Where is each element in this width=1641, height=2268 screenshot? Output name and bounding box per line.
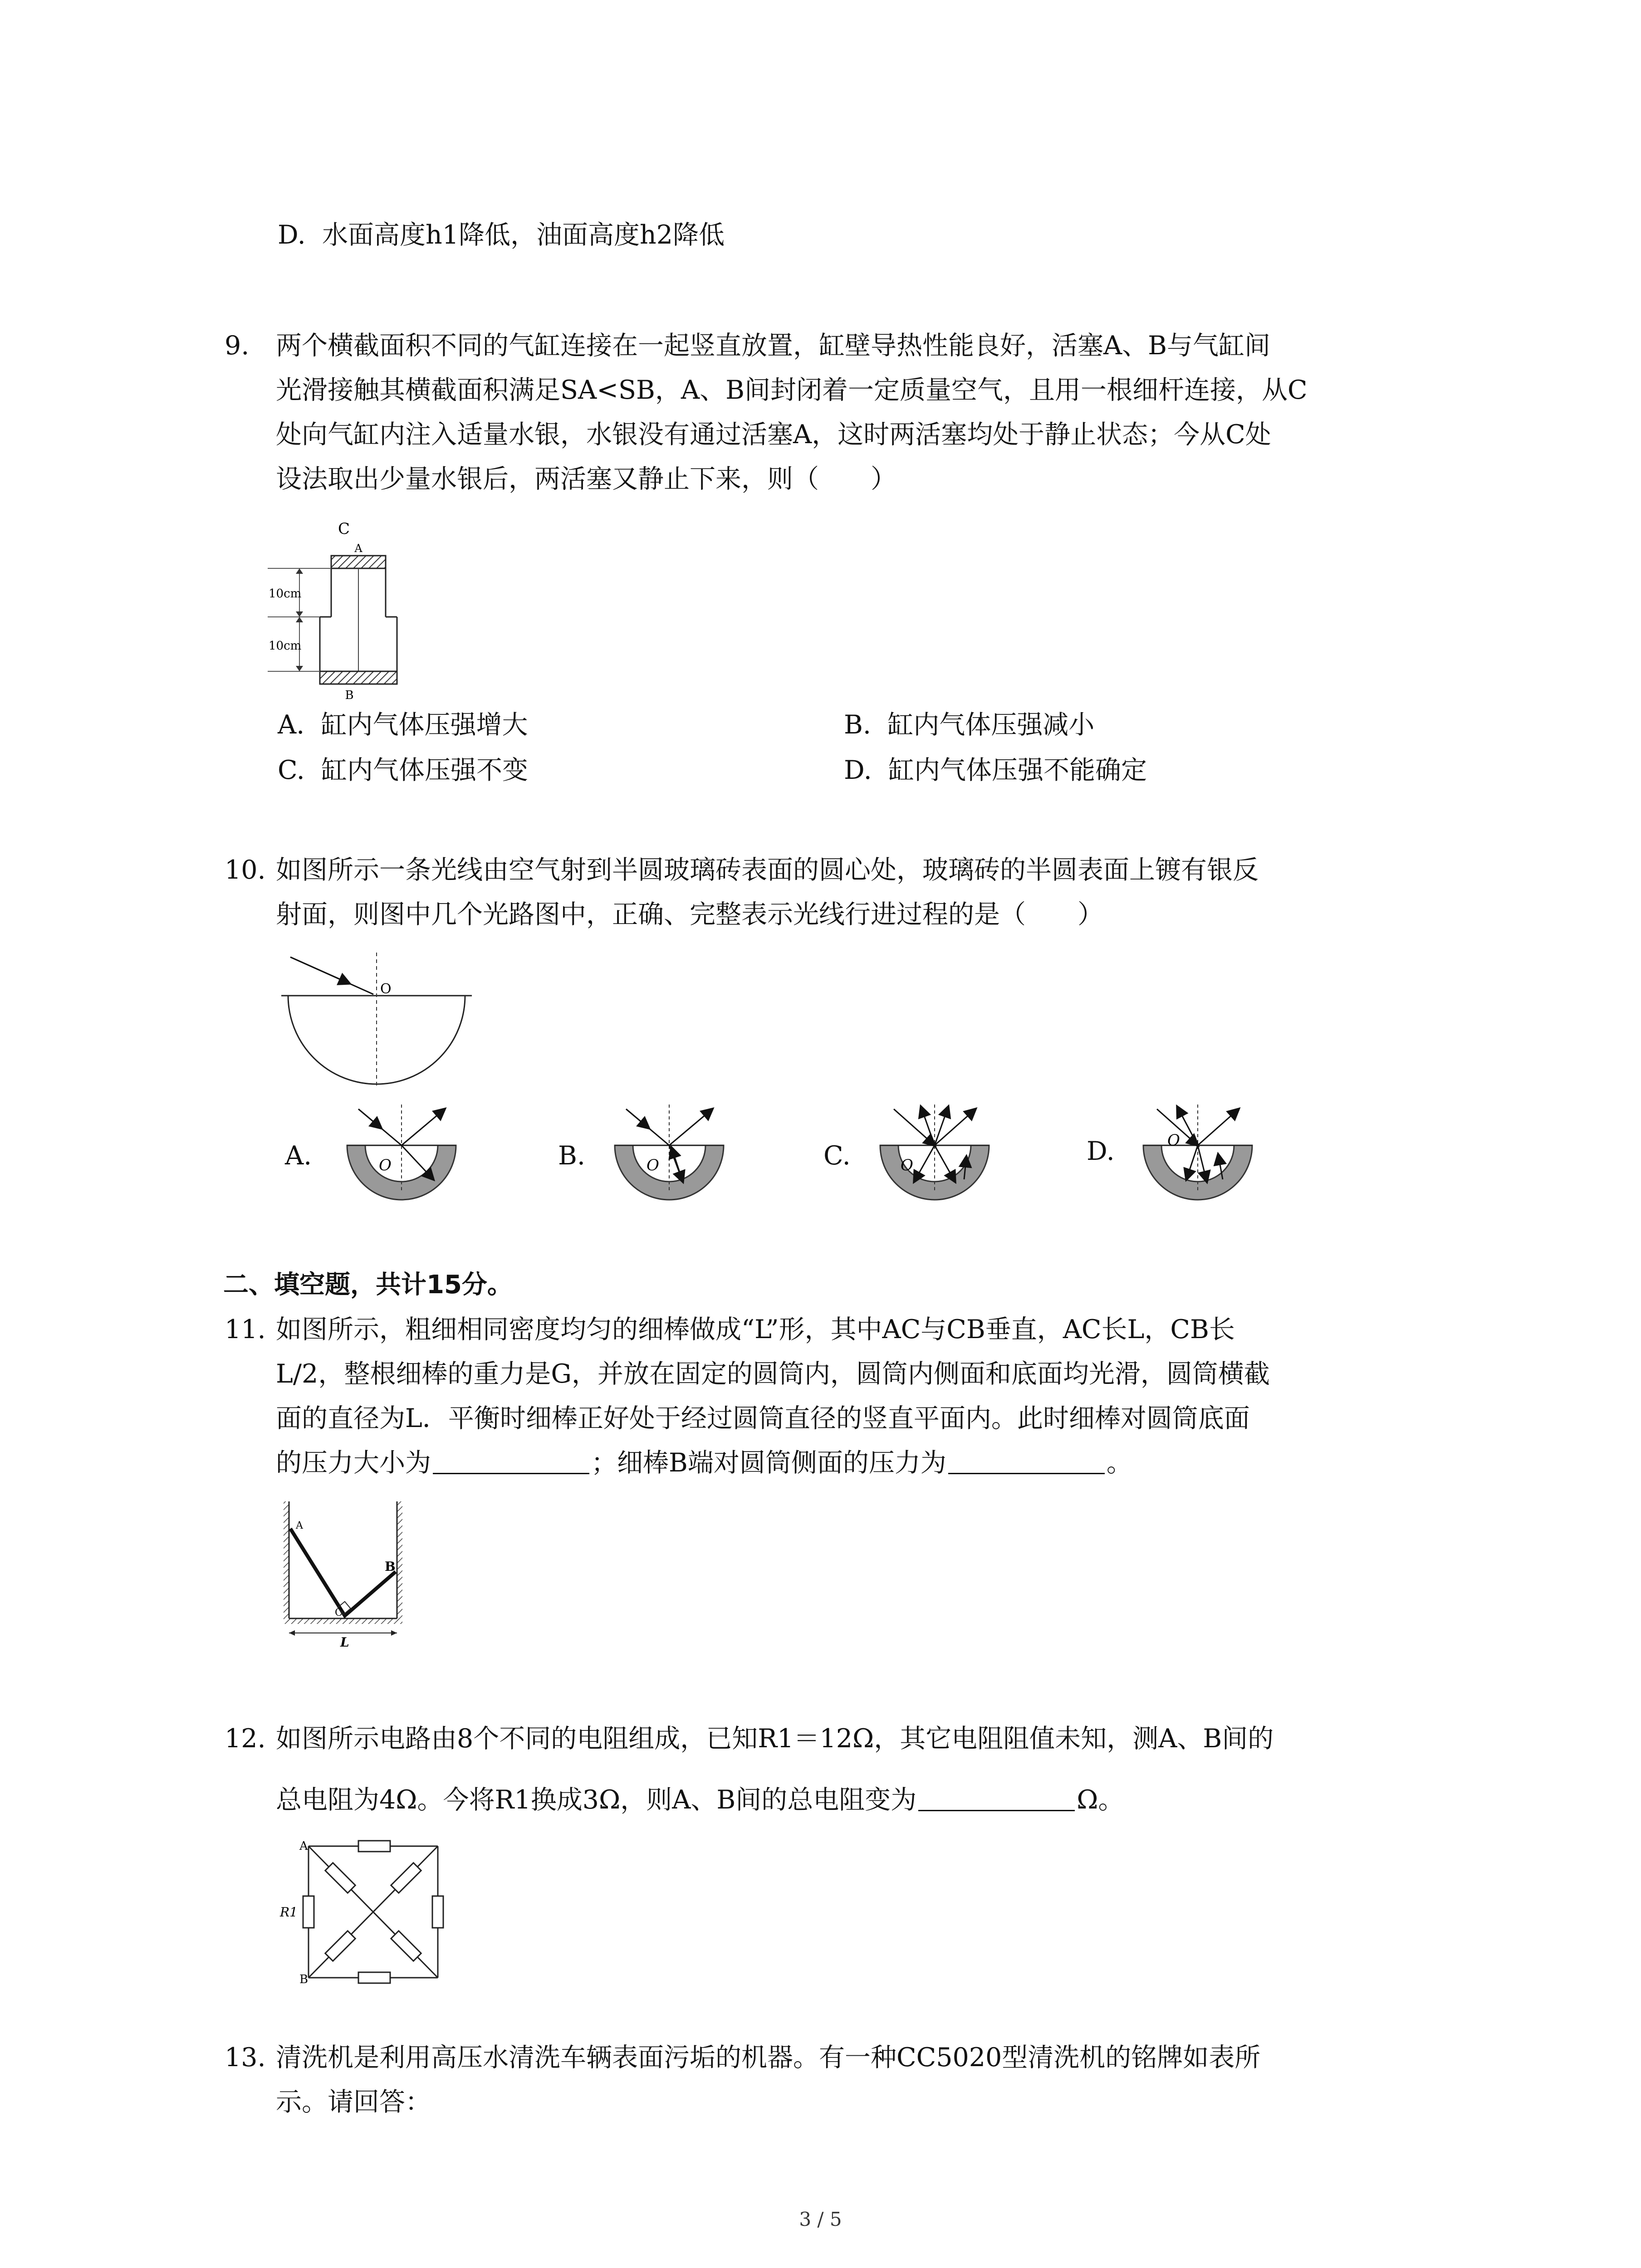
option-label: D.	[844, 755, 872, 785]
q11-rod-figure	[277, 1497, 413, 1651]
label-r1: R1	[280, 1905, 298, 1920]
q12-line-2	[276, 1787, 1124, 1813]
label-b: B	[345, 689, 354, 702]
option-text: 缸内气体压强不变	[321, 755, 528, 785]
option-label: A.	[278, 710, 305, 740]
q10-option-b-figure	[603, 1102, 735, 1202]
label-a: A	[299, 1839, 308, 1853]
center-label: O	[647, 1156, 659, 1174]
q9-line-3: 处向气缸内注入适量水银，水银没有通过活塞A，这时两活塞均处于静止状态；今从C处	[276, 420, 1271, 450]
label-c: C	[338, 520, 350, 538]
q12-number: 12.	[225, 1724, 266, 1754]
q9-option-a	[278, 712, 528, 738]
dim-1: 10cm	[269, 587, 302, 601]
q10-line-1: 如图所示一条光线由空气射到半圆玻璃砖表面的圆心处，玻璃砖的半圆表面上镀有银反	[276, 855, 1259, 885]
option-label: C.	[278, 755, 305, 785]
q11-line-4b: ；细棒B端对圆筒侧面的压力为	[591, 1448, 946, 1478]
q9-option-c	[278, 755, 528, 785]
q9-line-1: 两个横截面积不同的气缸连接在一起竖直放置，缸壁导热性能良好，活塞A、B与气缸间	[276, 331, 1271, 361]
q9-option-d	[844, 755, 1147, 785]
q11-line-4c: 。	[1106, 1448, 1132, 1478]
answer-blank-1[interactable]	[433, 1452, 589, 1474]
q9-line-4: 设法取出少量水银后，两活塞又静止下来，则（ ）	[276, 464, 896, 494]
q13-line-2: 示。请回答：	[276, 2087, 431, 2117]
section-title: 二、填空题，共计15分。	[223, 1270, 513, 1300]
q9-line-2: 光滑接触其横截面积满足SA<SB，A、B间封闭着一定质量空气，且用一根细杆连接，从C	[276, 375, 1308, 405]
q11-line-4a: 的压力大小为	[276, 1448, 431, 1478]
center-label: O	[1167, 1131, 1180, 1149]
q10-option-a-figure	[336, 1102, 467, 1202]
q10-line-2: 射面，则图中几个光路图中，正确、完整表示光线行进过程的是（ ）	[276, 899, 1103, 929]
center-label: O	[379, 1156, 392, 1174]
label-b: B	[299, 1973, 309, 1986]
q10-number: 10.	[225, 855, 266, 885]
label-c: C	[335, 1607, 343, 1618]
q10-option-a-label: A.	[285, 1141, 312, 1171]
center-label: O	[380, 981, 392, 997]
dim-2: 10cm	[269, 639, 302, 653]
q11-line-4	[276, 1450, 1132, 1476]
q12-circuit-figure	[256, 1837, 456, 1991]
q11-number: 11.	[225, 1315, 266, 1344]
option-text: 缸内气体压强增大	[321, 710, 528, 740]
option-text: 缸内气体压强减小	[887, 710, 1095, 740]
q10-option-d-figure	[1132, 1102, 1264, 1202]
q10-option-b-label: B.	[558, 1141, 586, 1171]
q11-line-2: L/2，整根细棒的重力是G，并放在固定的圆筒内，圆筒内侧面和底面均光滑，圆筒横截	[276, 1359, 1270, 1389]
option-label: B.	[844, 710, 872, 740]
q12-line-2a: 总电阻为4Ω。今将R1换成3Ω，则A、B间的总电阻变为	[276, 1785, 917, 1815]
option-label: D.	[278, 220, 306, 250]
label-b: B	[385, 1559, 396, 1574]
label-l: L	[340, 1635, 349, 1650]
q8-option-d	[278, 222, 725, 248]
q13-number: 13.	[225, 2043, 266, 2072]
q10-option-c-label: C.	[823, 1141, 851, 1171]
q13-line-1: 清洗机是利用高压水清洗车辆表面污垢的机器。有一种CC5020型清洗机的铭牌如表所	[276, 2043, 1261, 2072]
q9-cylinder-figure	[268, 515, 422, 714]
center-label: O	[901, 1156, 913, 1174]
q12-line-1: 如图所示电路由8个不同的电阻组成，已知R1＝12Ω，其它电阻阻值未知，测A、B间的	[276, 1724, 1274, 1754]
q11-line-3: 面的直径为L．平衡时细棒正好处于经过圆筒直径的竖直平面内。此时细棒对圆筒底面	[276, 1403, 1250, 1433]
q9-number: 9.	[225, 331, 250, 361]
q9-option-b	[844, 712, 1094, 738]
q10-option-c-figure	[869, 1102, 1000, 1202]
q10-option-d-label: D.	[1087, 1136, 1115, 1166]
answer-blank-2[interactable]	[948, 1452, 1105, 1474]
option-text: 缸内气体压强不能确定	[888, 755, 1147, 785]
label-a: A	[354, 542, 362, 555]
option-text: 水面高度h1降低，油面高度h2降低	[322, 220, 725, 250]
q11-line-1: 如图所示，粗细相同密度均匀的细棒做成“L”形，其中AC与CB垂直，AC长L，CB长	[276, 1315, 1235, 1344]
q12-line-2b: Ω。	[1077, 1785, 1124, 1815]
label-a: A	[296, 1520, 303, 1531]
answer-blank-3[interactable]	[918, 1789, 1075, 1811]
page-number: 3 / 5	[799, 2208, 842, 2230]
